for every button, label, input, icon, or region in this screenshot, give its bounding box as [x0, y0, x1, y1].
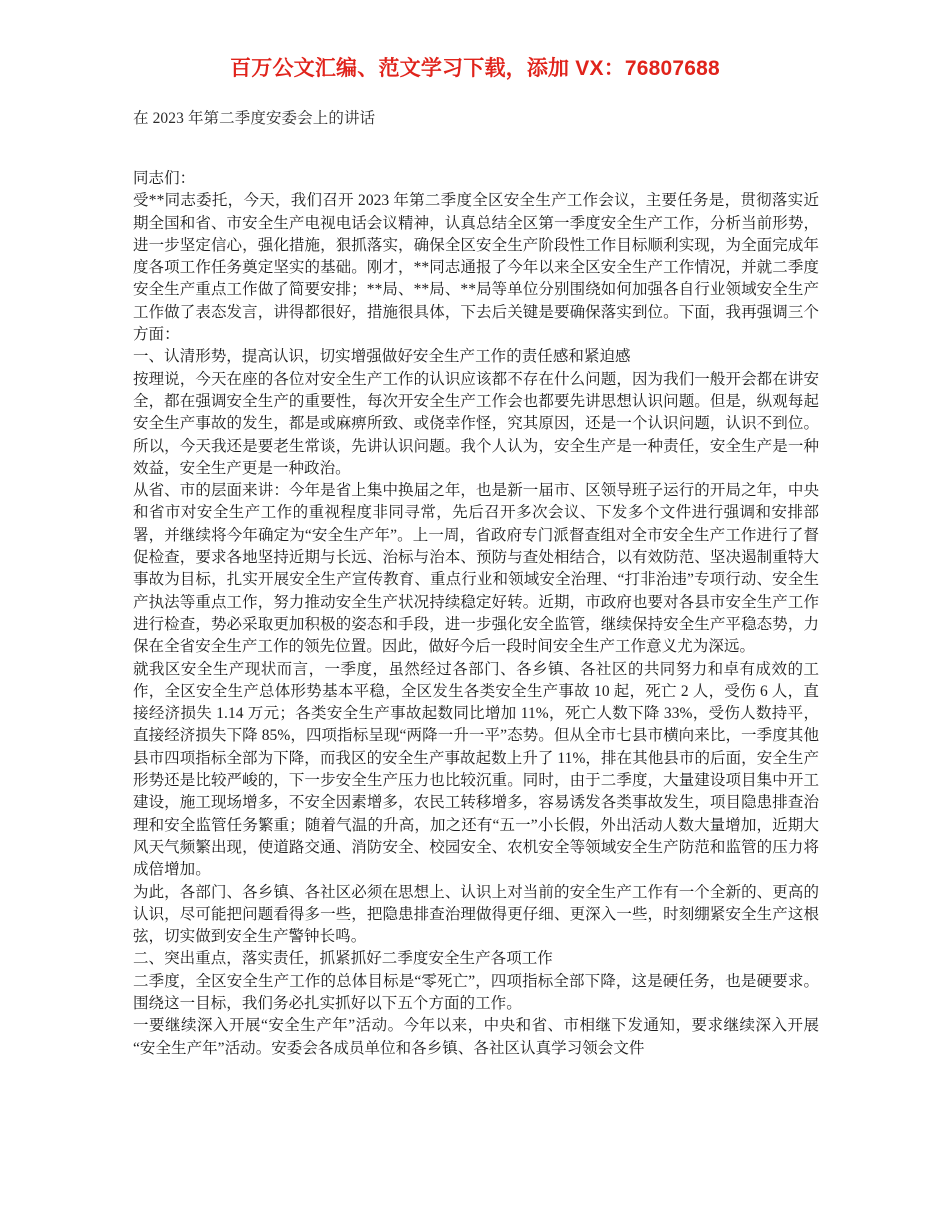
- promo-banner-text: 百万公文汇编、范文学习下载，添加 VX：76807688: [230, 57, 720, 80]
- paragraph-provincial-level: 从省、市的层面来讲：今年是省上集中换届之年，也是新一届市、区领导班子运行的开局之年，中央和省市对安全生产工作的重视程度非同寻常，先后召开多次会议、下发多个文件进行强调和安排部署，并继续将今年确定为“安全生产年”。上一周，省政府专门派督查组对全市安全生产工作进行了督促检查，要求各地坚持近期与长远、治标与治本、预防与查处相结合，以有效防范、坚决遏制重特大事故为目标，扎实开展安全生产宣传教育、重点行业和领域安全治理、“打非治违”专项行动、安全生产执法等重点工作，努力推动安全生产状况持续稳定好转。近期，市政府也要对各县市安全生产工作进行检查，势必采取更加积极的姿态和手段，进一步强化安全监管，继续保持安全生产平稳态势，力保在全省安全生产工作的领先位置。因此，做好今后一段时间安全生产工作意义尤为深远。: [133, 482, 819, 656]
- section-heading-one: 一、认清形势，提高认识，切实增强做好安全生产工作的责任感和紧迫感: [133, 348, 631, 366]
- section-heading-two: 二、突出重点，落实责任，抓紧抓好二季度安全生产各项工作: [133, 950, 553, 968]
- paragraph-awareness: 按理说，今天在座的各位对安全生产工作的认识应该都不存在什么问题，因为我们一般开会都在讲安全，都在强调安全生产的重要性，每次开安全生产工作会也都要先讲思想认识问题。但是，纵观每起安全生产事故的发生，都是或麻痹所致、或侥幸作怪，究其原因，还是一个认识问题，认识不到位。所以，今天我还是要老生常谈，先讲认识问题。我个人认为，安全生产是一种责任，安全生产是一种效益，安全生产更是一种政治。: [133, 370, 819, 477]
- paragraph-conclusion-one: 为此，各部门、各乡镇、各社区必须在思想上、认识上对当前的安全生产工作有一个全新的、更高的认识，尽可能把问题看得多一些，把隐患排查治理做得更仔细、更深入一些，时刻绷紧安全生产这根弦，切实做到安全生产警钟长鸣。: [133, 883, 819, 946]
- paragraph-q2-goals: 二季度，全区安全生产工作的总体目标是“零死亡”，四项指标全部下降，这是硬任务，也是硬要求。围绕这一目标，我们务必扎实抓好以下五个方面的工作。: [133, 972, 819, 1012]
- paragraph-opening: 受**同志委托，今天，我们召开 2023 年第二季度全区安全生产工作会议，主要任务是，贯彻落实近期全国和省、市安全生产电视电话会议精神，认真总结全区第一季度安全生产工作，分析当前形势，进一步坚定信心，强化措施，狠抓落实，确保全区安全生产阶段性工作目标顺利实现，为全面完成年度各项工作任务奠定坚实的基础。刚才，**同志通报了今年以来全区安全生产工作情况，并就二季度安全生产重点工作做了简要安排；**局、**局、**局等单位分别围绕如何加强各自行业领域安全生产工作做了表态发言，讲得都很好，措施很具体，下去后关键是要确保落实到位。下面，我再强调三个方面：: [133, 192, 819, 344]
- document-body: [133, 108, 819, 1060]
- paragraph-salutation: 同志们：: [133, 170, 196, 187]
- page-title: 在 2023 年第二季度安委会上的讲话: [133, 110, 376, 127]
- title-spacer: [133, 130, 819, 168]
- paragraph-safety-year-campaign: 一要继续深入开展“安全生产年”活动。今年以来，中央和省、市相继下发通知，要求继续深入开展“安全生产年”活动。安委会各成员单位和各乡镇、各社区认真学习领会文件: [133, 1017, 819, 1057]
- paragraph-district-statistics: 就我区安全生产现状而言，一季度，虽然经过各部门、各乡镇、各社区的共同努力和卓有成效的工作，全区安全生产总体形势基本平稳，全区发生各类安全生产事故 10 起，死亡 2 人，受伤 6 人，直接经济损失 1.14 万元；各类安全生产事故起数同比增加 11%，死亡人数下降 33%，受伤人数持平，直接经济损失下降 85%，四项指标呈现“两降一升一平”态势。但从全市七县市横向来比，一季度其他县市四项指标全部为下降，而我区的安全生产事故起数上升了 11%，排在其他县市的后面，安全生产形势还是比较严峻的，下一步安全生产压力也比较沉重。同时，由于二季度，大量建设项目集中开工建设，施工现场增多，不安全因素增多，农民工转移增多，容易诱发各类事故发生，项目隐患排查治理和安全监管任务繁重；随着气温的升高，加之还有“五一”小长假，外出活动人数大量增加，近期大风天气频繁出现，使道路交通、消防安全、校园安全、农机安全等领域安全生产防范和监管的压力将成倍增加。: [133, 660, 819, 879]
